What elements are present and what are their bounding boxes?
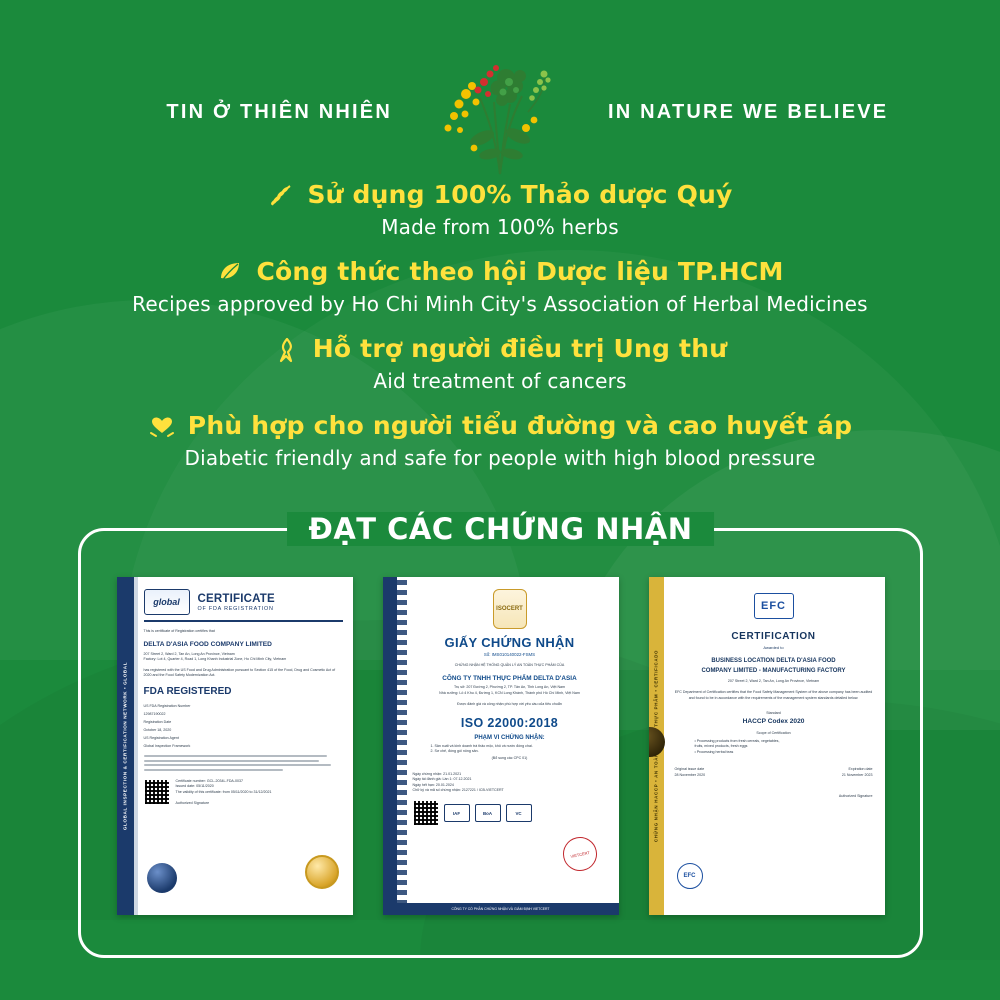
awareness-ribbon-icon	[273, 335, 301, 363]
efc-scope-3: • Processing herbal teas	[694, 749, 734, 754]
iso-scope-1: 1. Sản xuất và kinh doanh trà thảo mộc, khô và nước đóng chai.	[430, 743, 533, 748]
efc-standard: HACCP Codex 2020	[742, 717, 805, 725]
boa-logo: BoA	[475, 804, 501, 822]
efc-expiry-label: Expiration date	[848, 767, 873, 772]
efc-company-2: COMPANY LIMITED - MANUFACTURING FACTORY	[701, 668, 846, 674]
iso-qr-code	[413, 800, 439, 826]
efc-title: CERTIFICATION	[731, 631, 816, 642]
iso-intro: CHỨNG NHẬN HỆ THỐNG QUẢN LÝ AN TOÀN THỰC PHẨM CỦA	[454, 663, 565, 667]
iaf-logo: IAF	[444, 804, 470, 822]
fda-sidebar	[117, 577, 134, 915]
efc-scope-2: fruits, mixed products, fresh eggs	[694, 744, 748, 749]
iso-scope-title: PHẠM VI CHỨNG NHẬN:	[474, 734, 545, 741]
iso-scope-2: 2. Sơ chế, đóng gói nông sản.	[430, 748, 479, 753]
header	[0, 42, 1000, 182]
fda-address: 207 Street 2, Ward 2, Tan An, Long An Province, Vietnam	[143, 651, 235, 656]
iso-cert-code	[413, 788, 607, 793]
efc-body: EFC Department of Certification certifies that the Food Safety Management System of the above company has been audited and found to be in accordance with the requirements of the management system standards detailed below.	[674, 690, 873, 700]
feature-item	[0, 180, 1000, 239]
certificate-iso-22000[interactable]	[383, 577, 619, 915]
feature-title-en: Recipes approved by Ho Chi Minh City's Association of Herbal Medicines	[132, 292, 868, 316]
iso-title: GIẤY CHỨNG NHẬN	[444, 635, 575, 650]
fda-registration-date: October 18, 2020	[143, 728, 172, 733]
feature-item	[0, 257, 1000, 316]
herb-sprig-icon	[267, 181, 295, 209]
certificate-fda[interactable]	[117, 577, 353, 915]
iso-cycle-label: Ngày tái đánh giá:	[412, 777, 442, 782]
fda-blue-seal	[147, 863, 177, 893]
iso-cert-code-label: Chữ ký và mã số chứng nhận:	[412, 787, 461, 792]
certificates-title: ĐẠT CÁC CHỨNG NHẬN	[287, 512, 715, 546]
fda-agent-label: US Registration Agent	[143, 736, 179, 741]
iso-red-stamp: VIETCERT	[559, 834, 599, 874]
feature-title-en: Made from 100% herbs	[381, 215, 619, 239]
fda-accent-stripe	[134, 577, 138, 915]
feature-list	[0, 180, 1000, 488]
iso-stripes	[397, 577, 407, 915]
fda-body: has registered with the US Food and Drug Administration pursuant to Section 415 of the Food, Drug and Cosmetic Act of 2020 and the Food Safety Modernization Act.	[143, 667, 336, 678]
fda-gold-seal	[305, 855, 339, 889]
efc-logo: EFC	[754, 593, 794, 619]
fda-address-2: Factory: Lot 4, Quarter 4, Road 1, Long Khanh Industrial Zone, Ho Chi Minh City, Vietnam	[143, 657, 287, 662]
efc-expiry-date: 21 November 2023	[841, 772, 873, 777]
feature-title-vi: Công thức theo hội Dược liệu TP.HCM	[256, 257, 784, 286]
fda-intro: This is certificate of Registration certifies that	[143, 628, 215, 633]
fda-company: DELTA D'ASIA FOOD COMPANY LIMITED	[143, 640, 272, 648]
fda-issued-date: Issued date: 05/11/2020	[175, 784, 214, 789]
global-logo: global	[144, 589, 190, 615]
fda-title: CERTIFICATE	[197, 592, 275, 605]
certificates-section	[78, 512, 923, 958]
feature-title-vi: Hỗ trợ người điều trị Ung thư	[312, 334, 728, 363]
iso-footer: CÔNG TY CỔ PHẦN CHỨNG NHẬN VÀ GIÁM ĐỊNH VIETCERT	[451, 907, 550, 911]
efc-address: 207 Street 2, Ward 2, Tan An, Long An Province, Vietnam	[727, 679, 820, 683]
leaf-icon	[216, 258, 244, 286]
fda-cert-number: Certificate number: GCL-2034L-FDA-0037	[175, 778, 244, 783]
vietcert-logo: VC	[506, 804, 532, 822]
efc-blue-seal: EFC	[677, 863, 703, 889]
iso-address: Trụ sở: 207 Đường 2, Phường 2, TP. Tân An, Tỉnh Long An, Việt Nam	[453, 685, 566, 690]
feature-title-vi: Phù hợp cho người tiểu đường và cao huyết áp	[187, 411, 853, 440]
efc-issue-label: Original issue date	[674, 767, 705, 772]
iso-cert-code-value: 2127221 / ICB-VIETCERT	[461, 787, 504, 792]
efc-standard-label: Standard	[766, 711, 781, 716]
iso-issue-label: Ngày chứng nhận:	[412, 771, 443, 776]
iso-footer-bar	[383, 903, 619, 915]
heart-hands-icon	[148, 412, 176, 440]
feature-title-en: Diabetic friendly and safe for people with high blood pressure	[184, 446, 816, 470]
efc-signature-label: Authorized Signature	[838, 793, 873, 798]
iso-body: Được đánh giá và công nhận phù hợp với yêu cầu của tiêu chuẩn	[457, 702, 562, 707]
fda-registration-date-label: Registration Date	[143, 720, 172, 725]
iso-expiry-value: 20.01.2024	[435, 782, 454, 787]
fda-validity: The validity of this certificate: from 05/11/2020 to 31/12/2021	[175, 789, 272, 794]
fda-agent: Global Inspection Framework	[143, 743, 191, 748]
fda-sidebar-text: GLOBAL INSPECTION & CERTIFICATION NETWORK • GLOBAL	[122, 661, 128, 831]
fda-signature-label: Authorized Signature	[175, 800, 210, 805]
efc-company: BUSINESS LOCATION DELTA D'ASIA FOOD	[711, 658, 836, 664]
iso-sidebar	[383, 577, 397, 915]
isocert-seal: ISOCERT	[493, 589, 527, 629]
efc-awarded-to: Awarded to	[763, 645, 784, 650]
fda-reg-number-label: US FDA Registration Number	[143, 704, 191, 709]
iso-issue-value: 21.01.2021	[443, 771, 462, 776]
iso-scope-note: (Bổ sung các CPC 01)	[491, 756, 528, 761]
efc-issue-date: 28 November 2020	[674, 772, 706, 777]
iso-company: CÔNG TY TNHH THỰC PHẨM DELTA D'ASIA	[442, 675, 577, 683]
fda-subtitle: OF FDA REGISTRATION	[197, 605, 274, 612]
certificates-row	[81, 577, 920, 915]
fda-registered-stamp: FDA REGISTERED	[143, 686, 232, 698]
fda-qr-code	[144, 779, 170, 805]
feature-title-vi: Sử dụng 100% Thảo dược Quý	[307, 180, 733, 209]
slogan-vietnamese: TIN Ở THIÊN NHIÊN	[166, 100, 392, 123]
feature-item	[0, 334, 1000, 393]
iso-expiry-label: Ngày hết hạn:	[412, 782, 435, 787]
efc-scope-1: • Processing products from fresh cereals, vegetables,	[694, 738, 780, 743]
slogan-english: IN NATURE WE BELIEVE	[608, 100, 889, 123]
certificate-efc-haccp[interactable]	[649, 577, 885, 915]
iso-address-2: Nhà xưởng: Lô 4 Khu 4, Đường 1, KCN Long Khánh, Thành phố Hồ Chí Minh, Việt Nam	[439, 690, 580, 695]
fda-reg-number: 12987190022	[143, 712, 166, 717]
feature-title-en: Aid treatment of cancers	[373, 369, 627, 393]
herb-bouquet-logo	[410, 42, 590, 182]
feature-item	[0, 411, 1000, 470]
iso-cycle-value: Lần 1: 07.12.2021	[442, 777, 472, 782]
iso-number: Số: IMS010140022-FSMS	[483, 652, 536, 657]
efc-scope-label: Scope of Certification	[756, 730, 791, 735]
iso-standard: ISO 22000:2018	[460, 715, 559, 730]
